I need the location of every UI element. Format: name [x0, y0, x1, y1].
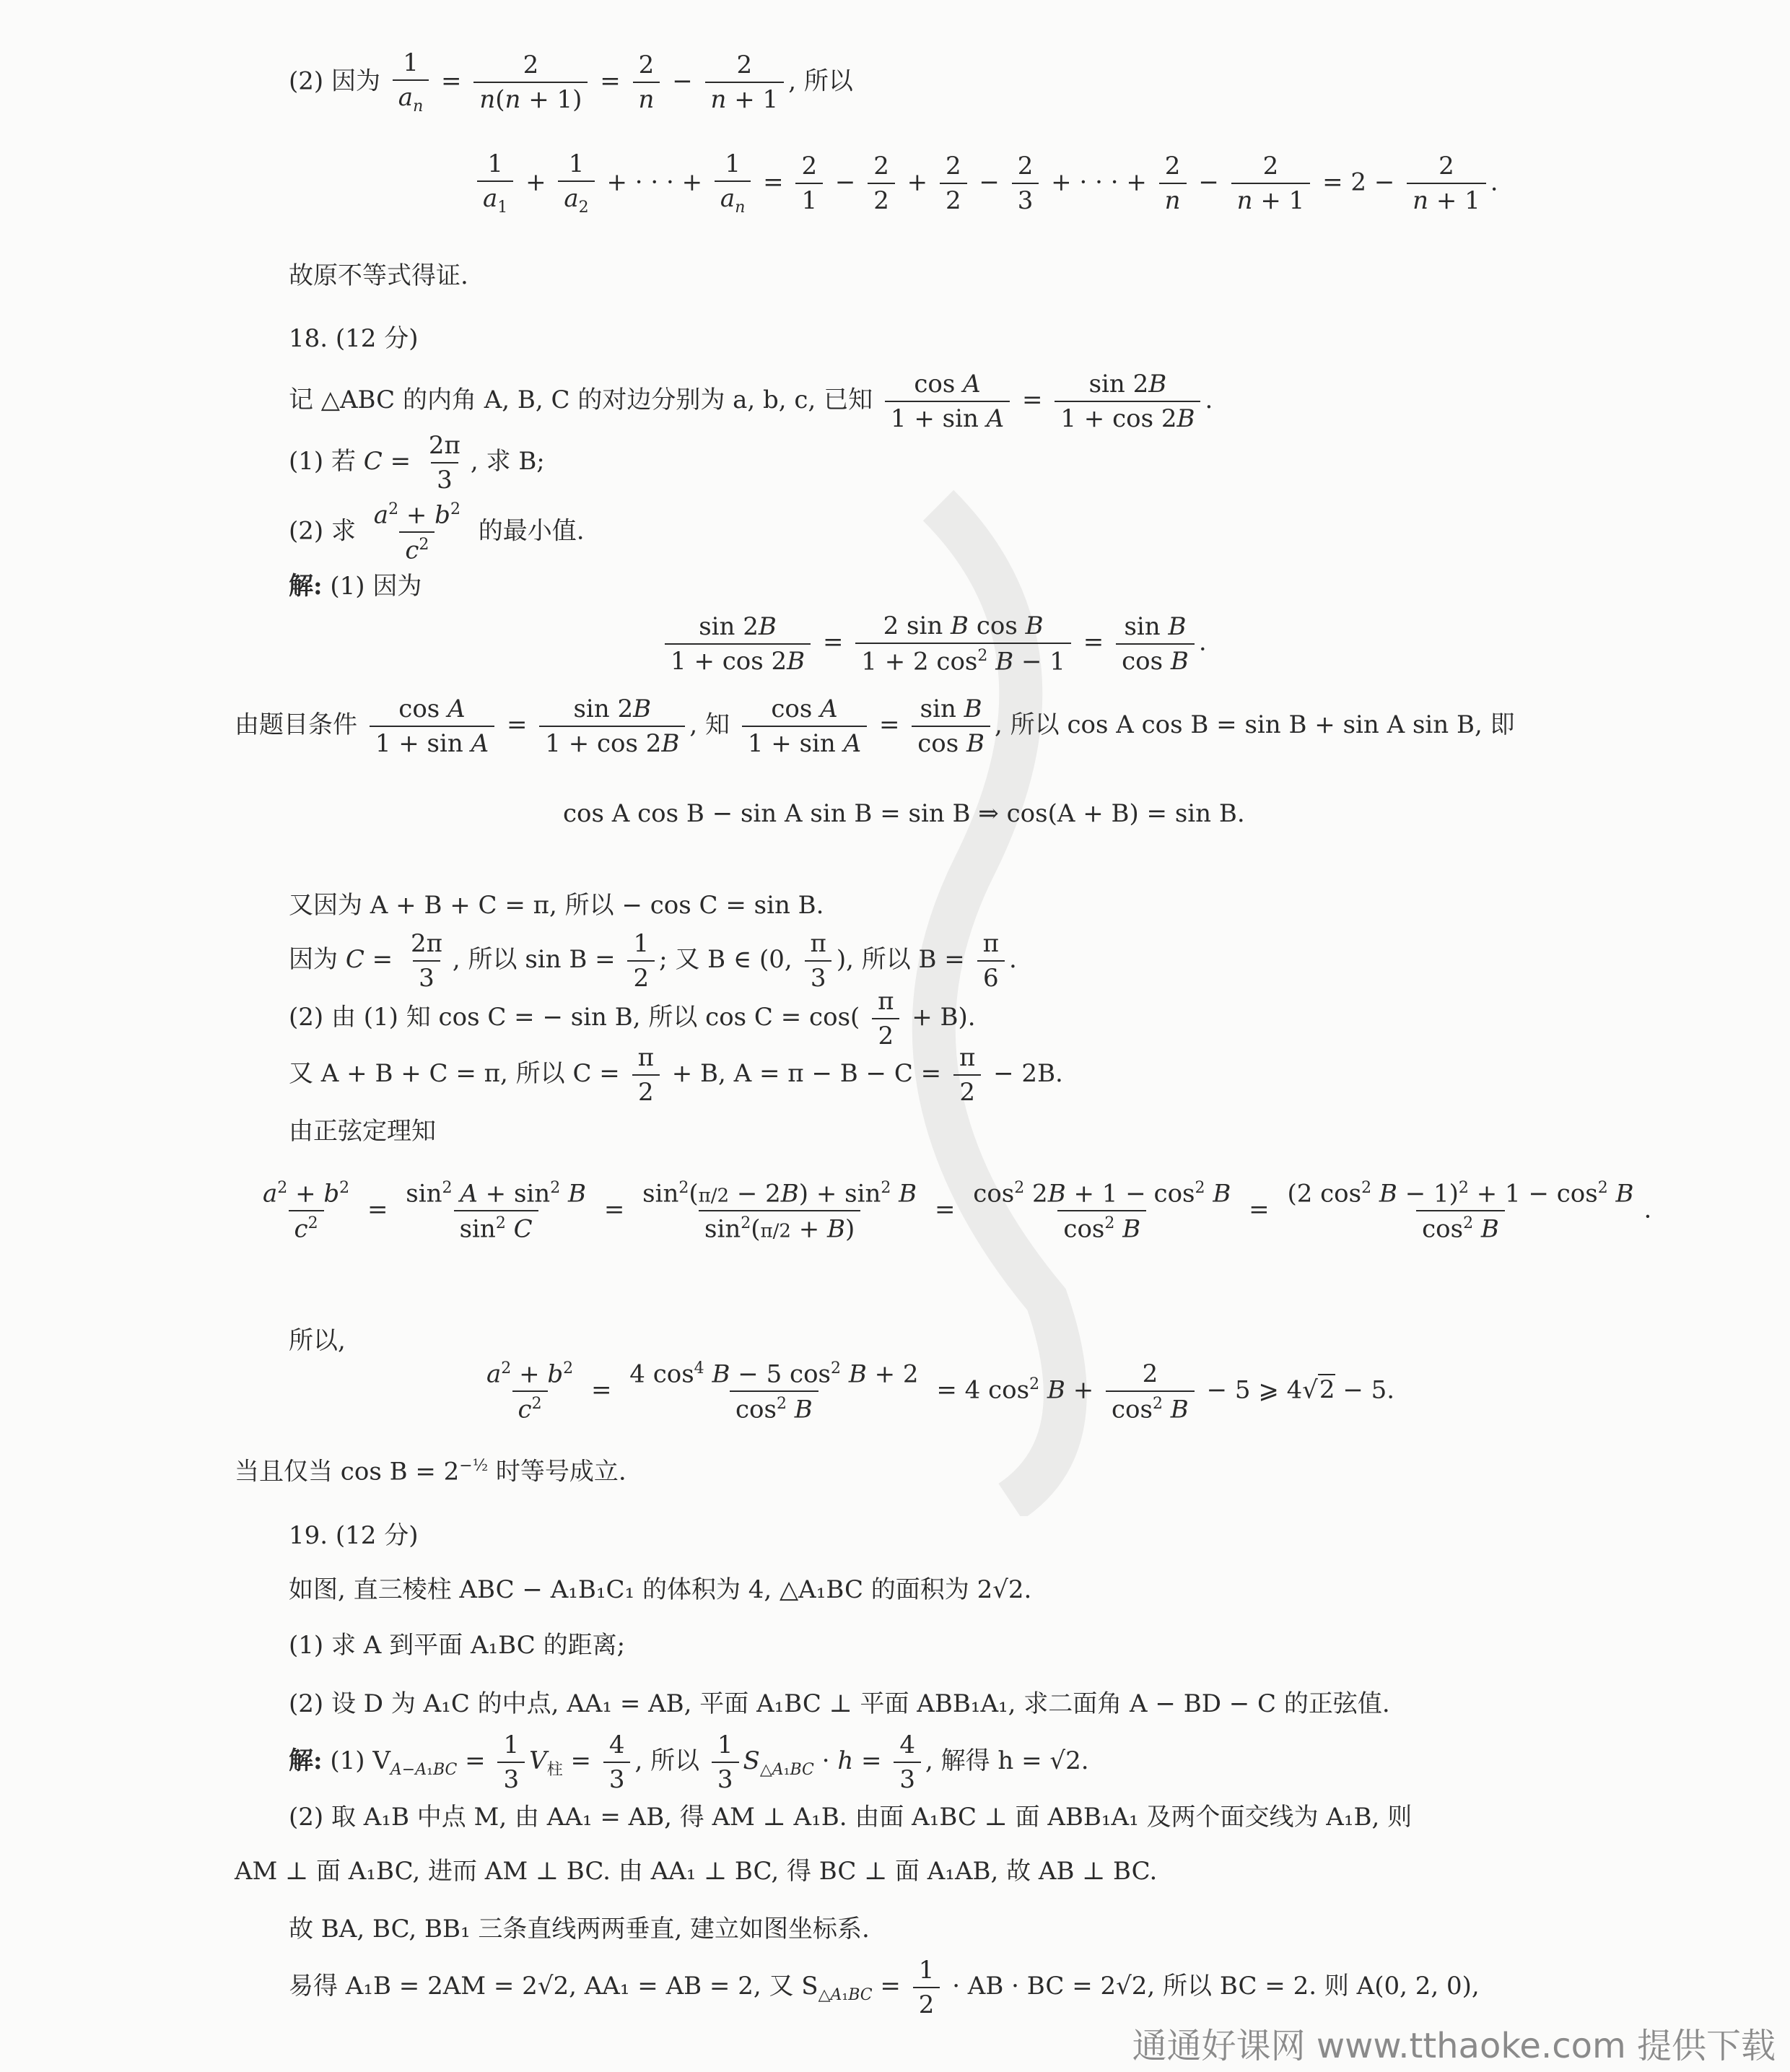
download-footer: 通通好课网 www.tthaoke.com 提供下载: [1132, 2026, 1776, 2066]
q18-identity: $\frac{\sin 2B}{1 + \cos 2B}$ = $\frac{\text{2 sin B cos B}}{1 + 2 \cos^2 B - 1}$ = $\frac{\text{sin B}}{\text{cos B}}$ .: [660, 614, 1207, 674]
q19-stem: 如图, 直三棱柱 ABC − A₁B₁C₁ 的体积为 4, △A₁BC 的面积为 2√2.: [289, 1575, 1032, 1604]
q17-conclusion: 故原不等式得证.: [289, 261, 468, 290]
q18-part2-line1: (2) 由 (1) 知 cos C = − sin B, 所以 cos C = cos( $\frac{\pi}{2}$ + B).: [289, 987, 976, 1050]
q19-solution-3: 故 BA, BC, BB₁ 三条直线两两垂直, 建立如图坐标系.: [289, 1915, 870, 1943]
q18-solution-start: 解: (1) 因为: [289, 572, 422, 601]
q18-min-value: $\frac{a^2 + b^2}{c^2}$ = $\frac{4 \cos^4 B - 5 \cos^2 B + 2}{\cos^2 B}$ = 4 $\cos^2 B$ + $\frac{2}{\cos^2 B}$ − 5 ⩾ 4√2 − 5.: [486, 1359, 1395, 1424]
q18-part1: (1) 若 C = $\frac{2\pi}{3}$ , 求 B;: [289, 431, 545, 495]
q19-header: 19. (12 分): [289, 1521, 419, 1550]
q18-angle-sum: 又因为 A + B + C = π, 所以 − cos C = sin B.: [289, 891, 824, 920]
q19-solution-1: 解: (1) $V_{A-A_1BC}$ = $\frac{1}{3}$ $V_柱$ = $\frac{4}{3}$ , 所以 $\frac{1}{3}$ $S_{\triangle A_1BC} \cdot h$ = $\frac{4}{3}$ , 解得 h = √2.: [289, 1731, 1089, 1794]
q19-part2: (2) 设 D 为 A₁C 的中点, AA₁ = AB, 平面 A₁BC ⊥ 平面 ABB₁A₁, 求二面角 A − BD − C 的正弦值.: [289, 1689, 1390, 1718]
q18-find-B: 因为 C = $\frac{2\pi}{3}$ , 所以 sin B = $\frac{1}{2}$ ; 又 B ∈ (0, $\frac{\pi}{3}$ ), 所以 B = $\frac{\pi}{6}$ .: [289, 929, 1017, 993]
q18-header: 18. (12 分): [289, 324, 419, 353]
q18-sine-law: 由正弦定理知: [289, 1117, 436, 1146]
q17-line-1: (2) 因为 $\frac{1}{a_n}$ = $\frac{2}{n(n + 1)}$ = $\frac{2}{n}$ − $\frac{2}{n + 1}$ , 所以: [289, 48, 853, 116]
q19-solution-4: 易得 A₁B = 2AM = 2√2, AA₁ = AB = 2, 又 $S_{\triangle A_1BC}$ = $\frac{1}{2}$ · AB · BC = 2√2, 所以 BC = 2. 则 A(0, 2, 0),: [289, 1956, 1480, 2019]
q19-part1: (1) 求 A 到平面 A₁BC 的距离;: [289, 1631, 626, 1660]
q19-solution-2a: (2) 取 A₁B 中点 M, 由 AA₁ = AB, 得 AM ⊥ A₁B. 由面 A₁BC ⊥ 面 ABB₁A₁ 及两个面交线为 A₁B, 则: [289, 1803, 1413, 1832]
q18-part2-line2: 又 A + B + C = π, 所以 C = $\frac{\pi}{2}$ + B, A = π − B − C = $\frac{\pi}{2}$ − 2B.: [289, 1043, 1063, 1107]
q17-sum-equation: $\frac{1}{a_1}$ + $\frac{1}{a_2}$ + · · · + $\frac{1}{a_n}$ = $\frac{2}{1}$ − $\frac{2}{2}$ + $\frac{2}{2}$ − $\frac{2}{3}$ + · · · + $\frac{2}{n}$ − $\frac{2}{n + 1}$ = 2 − $\frac{2}{n + 1}$ .: [473, 152, 1498, 216]
q18-condition-line: 由题目条件 $\frac{\text{cos A}}{\text{1 + sin A}}$ = $\frac{\sin 2B}{1 + \cos 2B}$ , 知 $\frac{\text{cos A}}{\text{1 + sin A}}$ = $\frac{\text{sin B}}{\text{cos B}}$ , 所以 cos A cos B = sin B + sin A sin B, 即: [235, 695, 1515, 758]
q19-solution-2b: AM ⊥ 面 A₁BC, 进而 AM ⊥ BC. 由 AA₁ ⊥ BC, 得 BC ⊥ 面 A₁AB, 故 AB ⊥ BC.: [235, 1857, 1158, 1886]
q18-part2: (2) 求 $\frac{a^2 + b^2}{c^2}$ 的最小值.: [289, 500, 585, 565]
q18-stem: 记 △ABC 的内角 A, B, C 的对边分别为 a, b, c, 已知 $\frac{\text{cos A}}{\text{1 + sin A}}$ = $\frac{\sin 2B}{1 + \cos 2B}$ .: [289, 370, 1213, 433]
q18-equality-condition: 当且仅当 $\cos B = 2^{-\frac{1}{2}}$ 时等号成立.: [235, 1457, 626, 1486]
q18-ratio-chain: $\frac{a^2 + b^2}{c^2}$ = $\frac{\sin^2 A + \sin^2 B}{\sin^2 C}$ = $\frac{\sin^2(\pi/2 - 2B) + \sin^2 B}{\sin^2(\pi/2 + B)}$ = $\frac{\cos^2 2B + 1 - \cos^2 B}{\cos^2 B}$ = $\frac{(2 \cos^2 B - 1)^2 + 1 - \cos^2 B}{\cos^2 B}$ .: [263, 1179, 1652, 1244]
q18-cos-sum: cos A cos B − sin A sin B = sin B ⇒ cos(A + B) = sin B.: [563, 799, 1245, 828]
q18-therefore: 所以,: [289, 1326, 346, 1355]
